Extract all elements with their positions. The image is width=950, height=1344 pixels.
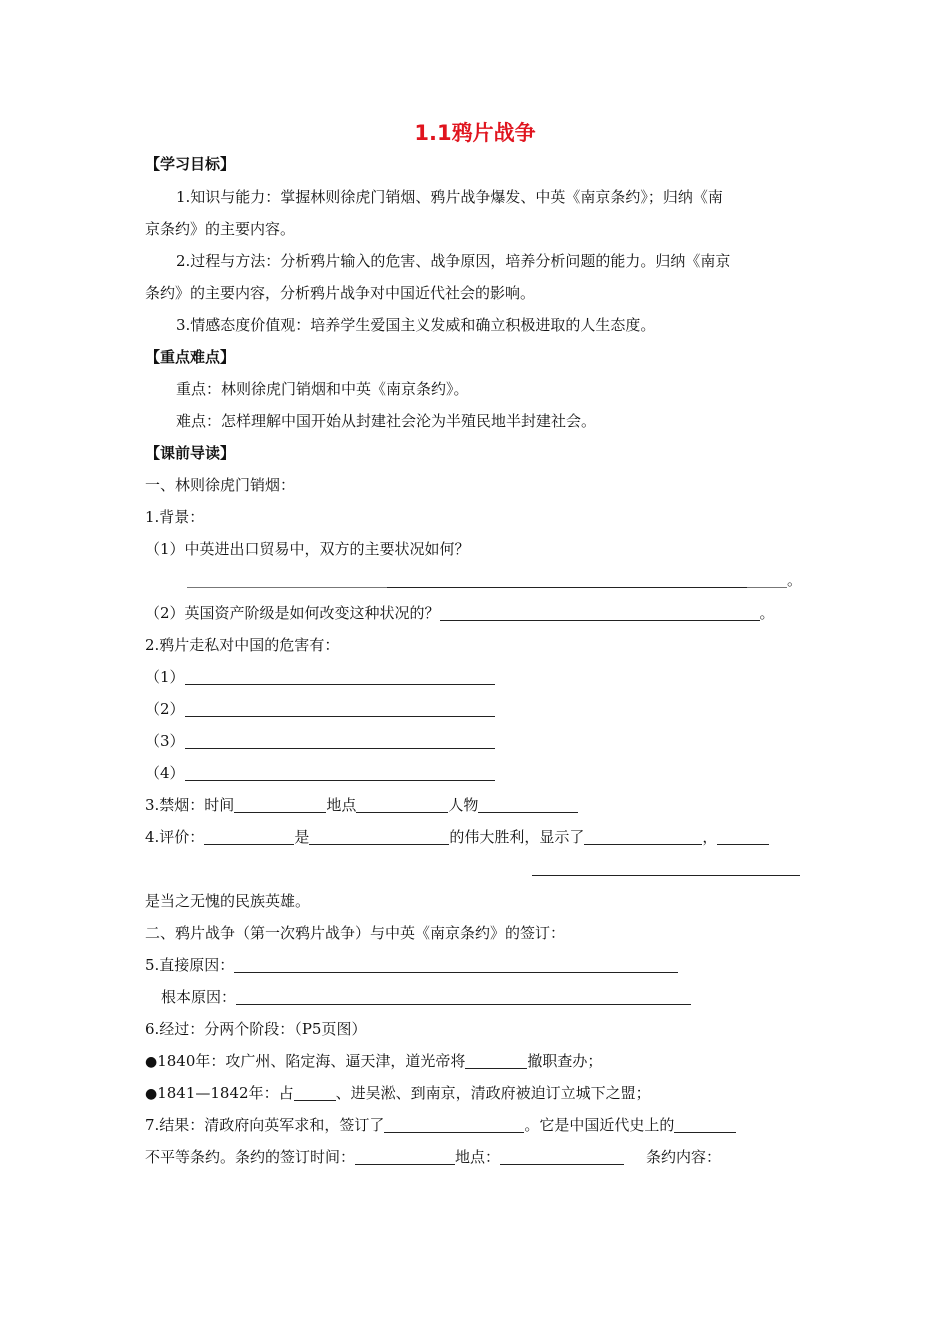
blank[interactable] (236, 988, 691, 1005)
stage-1840-text: 1840年：攻广州、陷定海、逼天津，道光帝将 (157, 1052, 466, 1070)
q4-is: 是 (294, 828, 310, 846)
answer-line-1-1[interactable] (187, 570, 802, 590)
q4-label: 4.评价： (145, 828, 205, 846)
q7-place-label: 地点： (455, 1148, 501, 1166)
question-1-2 (145, 603, 775, 623)
harm-label: （1） (145, 668, 185, 686)
q3-person-label: 人物 (448, 796, 479, 814)
q5-root-label: 根本原因： (161, 988, 237, 1006)
q7-text-b: 。它是中国近代史上的 (524, 1116, 675, 1134)
blank[interactable] (384, 1116, 524, 1133)
blank[interactable] (185, 700, 495, 717)
difficult-point: 难点：怎样理解中国开始从封建社会沦为半殖民地半封建社会。 (176, 412, 597, 430)
blank[interactable] (674, 1116, 736, 1133)
question-7 (145, 1115, 736, 1135)
question-4-end: 是当之无愧的民族英雄。 (145, 892, 311, 910)
blank[interactable] (234, 796, 326, 813)
period: 。 (787, 571, 803, 589)
blank[interactable] (747, 571, 787, 588)
harm-item-3 (145, 731, 495, 751)
blank[interactable] (185, 764, 495, 781)
q7-content-label: 条约内容： (646, 1148, 722, 1166)
comma: ， (702, 828, 718, 846)
q4-victory: 的伟大胜利，显示了 (449, 828, 585, 846)
harm-label: （2） (145, 700, 185, 718)
blank[interactable] (309, 828, 449, 845)
bullet: ● (145, 1054, 158, 1070)
part-1-heading: 一、林则徐虎门销烟： (145, 476, 296, 494)
blank[interactable] (440, 604, 760, 621)
question-6-heading: 6.经过：分两个阶段：（P5页图） (145, 1020, 367, 1038)
harm-label: （4） (145, 764, 185, 782)
stage-1840-end: 撤职查办； (527, 1052, 603, 1070)
goal-3: 3.情感态度价值观：培养学生爱国主义发威和确立积极进取的人生态度。 (176, 316, 656, 334)
harm-item-2 (145, 699, 495, 719)
key-point: 重点：林则徐虎门销烟和中英《南京条约》。 (176, 380, 469, 398)
blank[interactable] (294, 1084, 336, 1101)
stage-1841-end: 、进吴淞、到南京，清政府被迫订立城下之盟； (335, 1084, 651, 1102)
blank[interactable] (500, 1148, 624, 1165)
blank[interactable] (584, 828, 702, 845)
section-key-points: 【重点难点】 (145, 348, 236, 366)
stage-1841 (145, 1083, 651, 1103)
question-5-direct (145, 955, 678, 975)
bullet: ● (145, 1086, 158, 1102)
goal-2-line-1: 2.过程与方法：分析鸦片输入的危害、战争原因，培养分析问题的能力。归纳《南京 (176, 252, 731, 270)
section-goals: 【学习目标】 (145, 155, 236, 173)
stage-1841-text: 1841—1842年：占 (157, 1084, 294, 1102)
blank[interactable] (187, 571, 387, 588)
part-2-heading: 二、鸦片战争（第一次鸦片战争）与中英《南京条约》的签订： (145, 924, 566, 942)
blank[interactable] (478, 796, 578, 813)
question-5-root (161, 987, 691, 1007)
goal-1-line-2: 京条约》的主要内容。 (145, 220, 296, 238)
blank[interactable] (185, 732, 495, 749)
harm-label: （3） (145, 732, 185, 750)
goal-2-line-2: 条约》的主要内容，分析鸦片战争对中国近代社会的影响。 (145, 284, 536, 302)
question-1-heading: 1.背景： (145, 508, 205, 526)
blank[interactable] (717, 828, 769, 845)
harm-item-1 (145, 667, 495, 687)
blank[interactable] (465, 1052, 527, 1069)
blank[interactable] (185, 668, 495, 685)
q3-place-label: 地点 (326, 796, 357, 814)
blank[interactable] (355, 1148, 455, 1165)
blank[interactable] (356, 796, 448, 813)
q3-label: 3.禁烟：时间 (145, 796, 235, 814)
harm-item-4 (145, 763, 495, 783)
stage-1840 (145, 1051, 602, 1071)
section-preview: 【课前导读】 (145, 444, 236, 462)
goal-1-line-1: 1.知识与能力：掌握林则徐虎门销烟、鸦片战争爆发、中英《南京条约》；归纳《南 (176, 188, 723, 206)
q5-direct-label: 5.直接原因： (145, 956, 235, 974)
answer-line-4 (532, 858, 800, 878)
q7-text-a: 7.结果：清政府向英军求和，签订了 (145, 1116, 385, 1134)
blank[interactable] (204, 828, 294, 845)
blank[interactable] (532, 859, 800, 876)
blank[interactable] (234, 956, 678, 973)
page-title: 1.1鸦片战争 (414, 121, 536, 145)
q7-time-label: 不平等条约。条约的签订时间： (145, 1148, 356, 1166)
question-1-2-text: （2）英国资产阶级是如何改变这种状况的？ (145, 604, 440, 622)
question-1-1: （1）中英进出口贸易中，双方的主要状况如何？ (145, 540, 470, 558)
question-7-line-2 (145, 1147, 721, 1167)
question-3 (145, 795, 578, 815)
period: 。 (759, 604, 775, 622)
question-4 (145, 827, 769, 847)
blank[interactable] (387, 571, 747, 588)
question-2-heading: 2.鸦片走私对中国的危害有： (145, 636, 340, 654)
